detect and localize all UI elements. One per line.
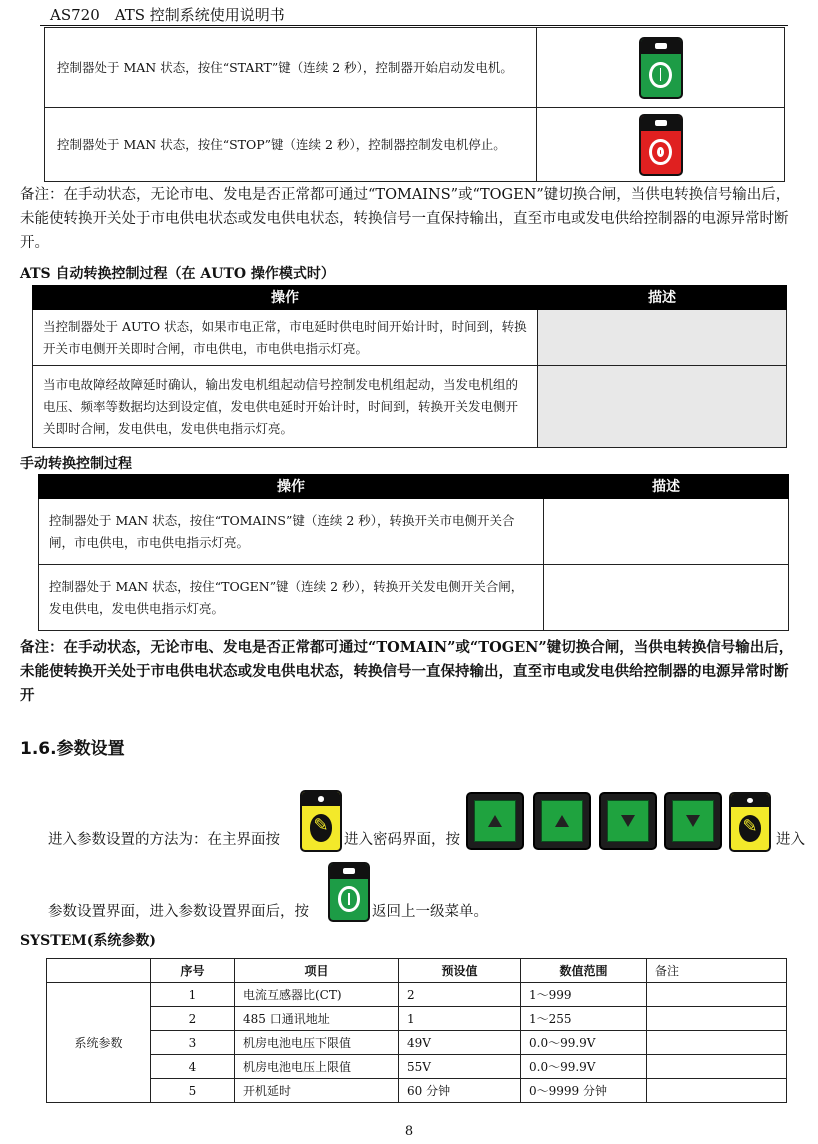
row-preset: 2 [399,983,521,1007]
table-row [39,565,789,631]
up-arrow-button-icon [466,792,524,850]
auto-section-title: ATS 自动转换控制过程（在 AUTO 操作模式时） [20,266,335,282]
manual-row-2-operation: 控制器处于 MAN 状态，按住“TOGEN”键（连续 2 秒），转换开关发电侧开关合闸，发电供电，发电供电指示灯亮。 [39,565,544,631]
param-line-1c: 进入 [776,832,805,848]
row-no: 4 [151,1055,235,1079]
table-row [39,499,789,565]
row-item: 机房电池电压下限值 [235,1031,399,1055]
stop-button-icon [639,114,683,176]
table-row [45,108,785,182]
wrench-button-icon: ✎ [729,792,771,852]
start-button-icon [328,862,370,922]
group-label: 系统参数 [47,983,151,1103]
manual-row-1-operation: 控制器处于 MAN 状态，按住“TOMAINS”键（连续 2 秒），转换开关市电侧开关合闸，市电供电，市电供电指示灯亮。 [39,499,544,565]
row-item: 机房电池电压上限值 [235,1055,399,1079]
down-arrow-button-icon [664,792,722,850]
col-header-group [47,959,151,983]
page-number: 8 [404,1124,414,1139]
auto-row-2-operation: 当市电故障经故障延时确认，输出发电机组起动信号控制发电机组起动，当发电机组的电压、频率等数据均达到设定值，发电供电延时开始计时，时间到，转换开关发电侧开关即时合闸，发电供电，发电供电指示灯亮。 [33,366,538,448]
row-preset: 55V [399,1055,521,1079]
row-no: 5 [151,1079,235,1103]
note-manual-switch-bold: 备注：在手动状态，无论市电、发电是否正常都可通过“TOMAIN”或“TOGEN”键切换合闸，当供电转换信号输出后，未能使转换开关处于市电供电状态或发电供电状态，转换信号一直保持输出，直至市电或发电供给控制器的电源异常时断开 [20,639,794,704]
param-line-1b: 进入密码界面，按 [344,832,460,848]
table-row [33,366,787,448]
col-header-preset: 预设值 [399,959,521,983]
note-manual-switch: 备注：在手动状态，无论市电、发电是否正常都可通过“TOMAINS”或“TOGEN”键切换合闸，当供电转换信号输出后，未能使转换开关处于市电供电状态或发电供电状态，转换信号一直保持输出，直至市电或发电供给控制器的电源异常时断开。 [20,187,791,251]
row-preset: 49V [399,1031,521,1055]
manual-col-description: 描述 [544,475,789,499]
table-row [47,1079,787,1103]
auto-col-operation: 操作 [33,286,538,310]
col-header-note: 备注 [647,959,787,983]
start-stop-table [44,27,785,182]
row-no: 1 [151,983,235,1007]
auto-row-2-description [538,366,787,448]
row-preset: 60 分钟 [399,1079,521,1103]
manual-section-title: 手动转换控制过程 [20,456,132,472]
col-header-range: 数值范围 [521,959,647,983]
table-row [47,983,787,1007]
table-row [47,1007,787,1031]
param-line-2b: 返回上一级菜单。 [372,904,488,920]
row-note [647,983,787,1007]
auto-row-1-operation: 当控制器处于 AUTO 状态，如果市电正常，市电延时供电时间开始计时，时间到，转换开关市电侧开关即时合闸，市电供电，市电供电指示灯亮。 [33,310,538,366]
row-range: 0.0～99.9V [521,1055,647,1079]
row-item: 电流互感器比(CT) [235,983,399,1007]
row-preset: 1 [399,1007,521,1031]
system-params-table [46,958,787,1103]
system-section-title: SYSTEM(系统参数) [20,933,157,949]
row-range: 1～999 [521,983,647,1007]
table-row [47,1055,787,1079]
row-note [647,1007,787,1031]
col-header-no: 序号 [151,959,235,983]
col-header-item: 项目 [235,959,399,983]
row-item: 485 口通讯地址 [235,1007,399,1031]
stop-row-text: 控制器处于 MAN 状态，按住“STOP”键（连续 2 秒），控制器控制发电机停止。 [45,108,537,182]
stop-row-icon-cell [537,108,785,182]
row-range: 0.0～99.9V [521,1031,647,1055]
wrench-button-icon: ✎ [300,790,342,852]
table-row [33,310,787,366]
header-divider [40,25,788,26]
param-line-2a: 参数设置界面，进入参数设置界面后，按 [48,904,309,920]
manual-process-table [38,474,789,631]
start-row-text: 控制器处于 MAN 状态，按住“START”键（连续 2 秒），控制器开始启动发电机。 [45,28,537,108]
row-note [647,1031,787,1055]
manual-row-2-description [544,565,789,631]
param-line-1a: 进入参数设置的方法为：在主界面按 [48,832,280,848]
page-header-title: AS720 ATS 控制系统使用说明书 [50,6,285,24]
table-row [47,1031,787,1055]
row-note [647,1055,787,1079]
row-range: 0～9999 分钟 [521,1079,647,1103]
param-section-title: 1.6.参数设置 [20,739,125,759]
start-button-icon [639,37,683,99]
auto-process-table [32,285,787,448]
auto-row-1-description [538,310,787,366]
row-note [647,1079,787,1103]
down-arrow-button-icon [599,792,657,850]
auto-col-description: 描述 [538,286,787,310]
start-row-icon-cell [537,28,785,108]
table-row [45,28,785,108]
manual-row-1-description [544,499,789,565]
row-no: 3 [151,1031,235,1055]
up-arrow-button-icon [533,792,591,850]
manual-col-operation: 操作 [39,475,544,499]
row-no: 2 [151,1007,235,1031]
row-range: 1～255 [521,1007,647,1031]
row-item: 开机延时 [235,1079,399,1103]
